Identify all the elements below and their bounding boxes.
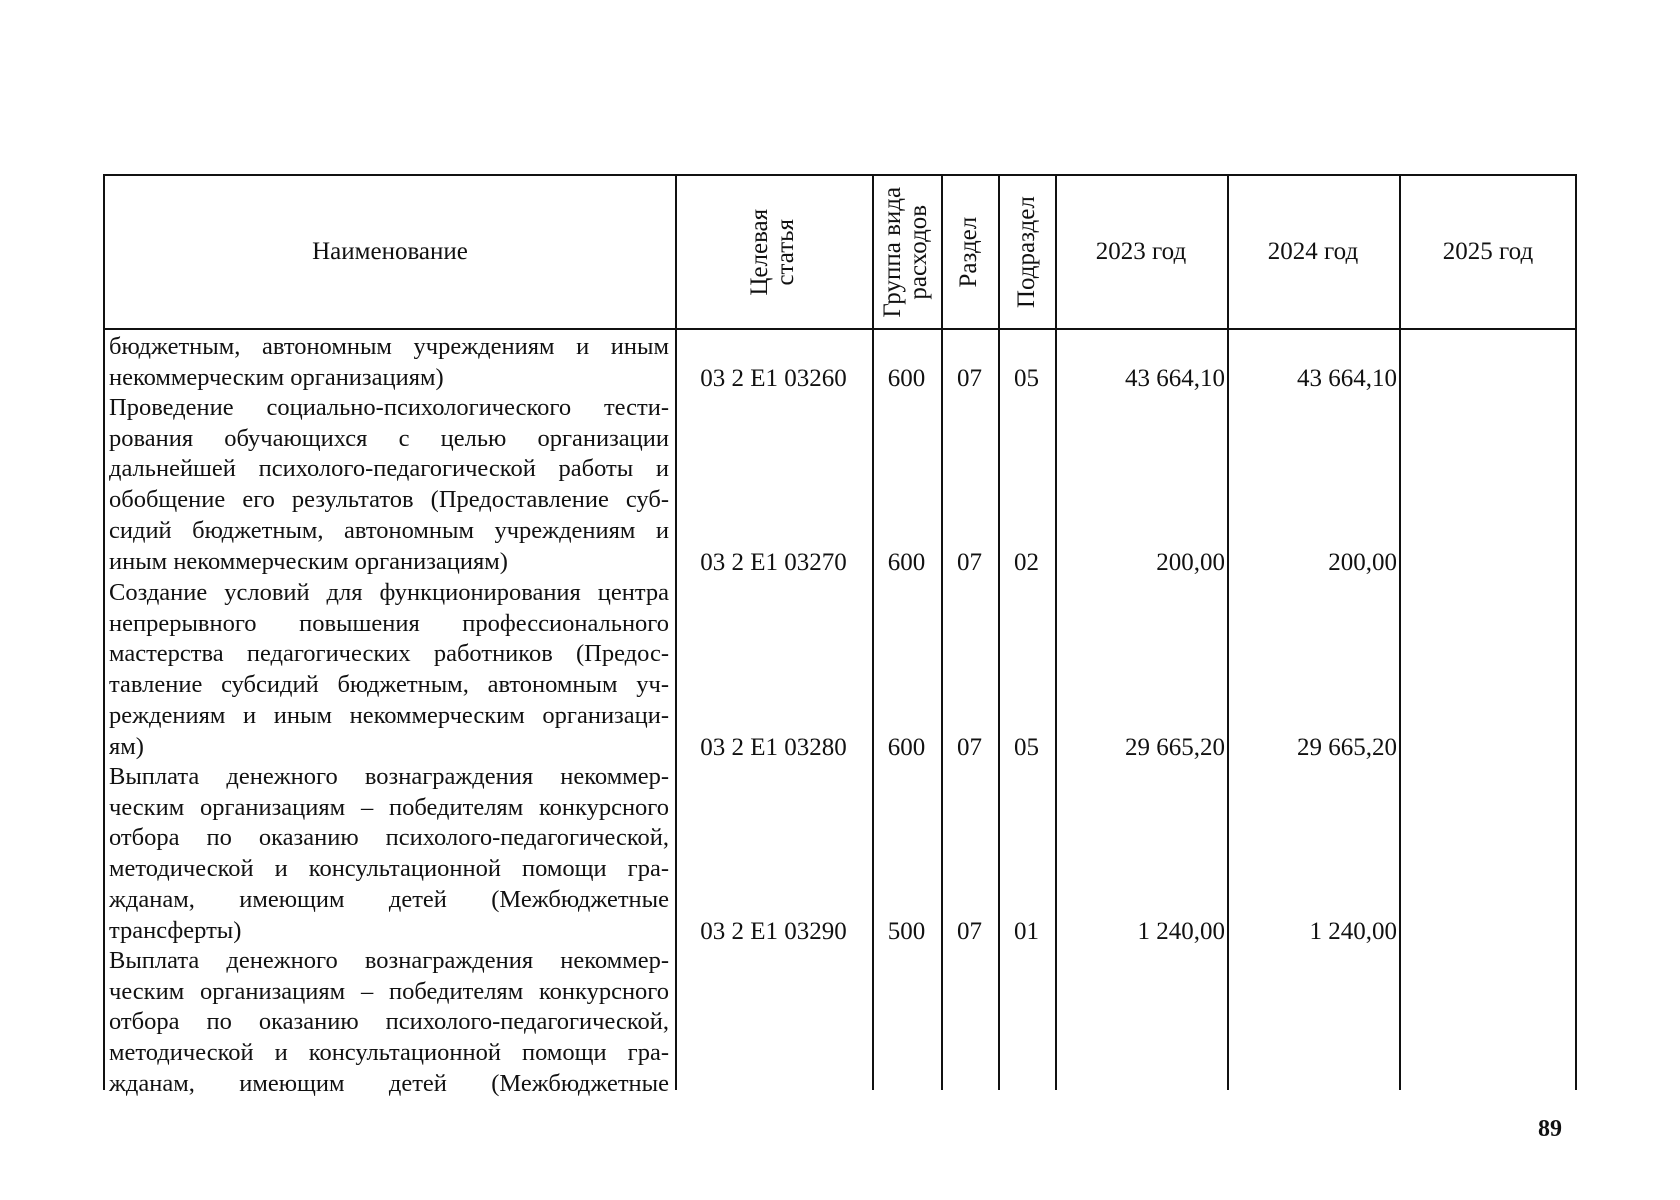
row-target-article: 03 2 Е1 03290 bbox=[700, 918, 847, 945]
row-name-line: отбора по оказанию психолого-педагогической, bbox=[109, 1008, 669, 1036]
row-name bbox=[109, 332, 669, 393]
row-name bbox=[109, 946, 669, 1100]
row-name-line: обобщение его результатов (Предоставление суб- bbox=[109, 486, 669, 514]
header-2024-label: 2024 год bbox=[1267, 237, 1359, 265]
row-name-line: Выплата денежного вознаграждения некоммер- bbox=[109, 763, 669, 790]
row-section: 07 bbox=[957, 734, 982, 761]
row-subsection: 05 bbox=[1014, 365, 1039, 392]
row-name-line: Выплата денежного вознаграждения некоммер- bbox=[109, 947, 669, 974]
table-header bbox=[105, 176, 1575, 330]
row-name bbox=[109, 393, 669, 577]
row-expense-group: 500 bbox=[887, 918, 926, 945]
row-amount-2023: 43 664,10 bbox=[1125, 365, 1225, 392]
row-target-article: 03 2 Е1 03260 bbox=[700, 365, 847, 392]
row-amount-2024: 29 665,20 bbox=[1297, 734, 1397, 761]
row-name-line: трансферты) bbox=[109, 916, 242, 944]
row-name-line: жданам, имеющим детей (Межбюджетные bbox=[109, 1069, 669, 1097]
row-name bbox=[109, 578, 669, 762]
row-name-line: методической и консультационной помощи гра- bbox=[109, 855, 669, 883]
row-name-line: непрерывного повышения профессионального bbox=[109, 609, 669, 637]
row-name-line: жданам, имеющим детей (Межбюджетные bbox=[109, 885, 669, 913]
row-section: 07 bbox=[957, 549, 982, 576]
header-target-article-line2: статья bbox=[772, 218, 800, 286]
row-name-line: ям) bbox=[109, 732, 144, 760]
row-subsection: 01 bbox=[1014, 918, 1039, 945]
row-target-article: 03 2 Е1 03280 bbox=[700, 734, 847, 761]
header-2024 bbox=[1227, 176, 1399, 328]
row-subsection: 02 bbox=[1014, 549, 1039, 576]
row-expense-group: 600 bbox=[887, 549, 926, 576]
row-name-line: дальнейшей психолого-педагогической работы и bbox=[109, 455, 669, 483]
row-expense-group: 600 bbox=[887, 365, 926, 392]
row-name-line: Проведение социально-психологического тести- bbox=[109, 394, 669, 421]
row-subsection: 05 bbox=[1014, 734, 1039, 761]
row-name bbox=[109, 762, 669, 946]
row-amount-2023: 1 240,00 bbox=[1137, 918, 1225, 945]
header-name bbox=[105, 176, 675, 328]
row-name-line: мастерства педагогических работников (Предос- bbox=[109, 640, 669, 668]
row-name-line: отбора по оказанию психолого-педагогической, bbox=[109, 824, 669, 852]
row-expense-group: 600 bbox=[887, 734, 926, 761]
header-2025 bbox=[1399, 176, 1577, 328]
row-name-line: бюджетным, автономным учреждениям и иным bbox=[109, 333, 669, 360]
header-2023-label: 2023 год bbox=[1095, 237, 1187, 265]
row-name-line: реждениям и иным некоммерческим организаци- bbox=[109, 701, 669, 729]
header-name-label: Наименование bbox=[312, 237, 468, 265]
header-target-article-line1: Целевая bbox=[746, 208, 774, 296]
row-name-line: сидий бюджетным, автономным учреждениям и bbox=[109, 516, 669, 544]
row-name-line: ческим организациям – победителям конкурсного bbox=[109, 977, 669, 1005]
row-amount-2024: 200,00 bbox=[1328, 549, 1397, 576]
row-section: 07 bbox=[957, 365, 982, 392]
row-amount-2023: 200,00 bbox=[1156, 549, 1225, 576]
header-subsection-label: Подраздел bbox=[1012, 196, 1040, 308]
header-section bbox=[941, 176, 998, 328]
header-2023 bbox=[1055, 176, 1227, 328]
row-amount-2024: 43 664,10 bbox=[1297, 365, 1397, 392]
header-section-label: Раздел bbox=[955, 216, 983, 288]
header-expense-group-line1: Группа вида bbox=[879, 186, 907, 318]
row-section: 07 bbox=[957, 918, 982, 945]
header-target-article bbox=[675, 176, 872, 328]
row-name-line: иным некоммерческим организациям) bbox=[109, 547, 508, 575]
row-target-article: 03 2 Е1 03270 bbox=[700, 549, 847, 576]
budget-table bbox=[103, 174, 1577, 1097]
row-name-line: Создание условий для функционирования центра bbox=[109, 579, 669, 606]
page-number: 89 bbox=[1538, 1116, 1562, 1142]
row-name-line: рования обучающихся с целью организации bbox=[109, 424, 669, 452]
header-expense-group-line2: расходов bbox=[905, 204, 933, 300]
row-amount-2024: 1 240,00 bbox=[1309, 918, 1397, 945]
row-amount-2023: 29 665,20 bbox=[1125, 734, 1225, 761]
row-name-line: некоммерческим организациям) bbox=[109, 363, 444, 391]
header-expense-group bbox=[872, 176, 941, 328]
header-2025-label: 2025 год bbox=[1442, 237, 1534, 265]
row-name-line: ческим организациям – победителям конкурсного bbox=[109, 793, 669, 821]
header-subsection bbox=[998, 176, 1055, 328]
row-name-line: тавление субсидий бюджетным, автономным уч- bbox=[109, 671, 669, 699]
row-name-line: методической и консультационной помощи гра- bbox=[109, 1039, 669, 1067]
